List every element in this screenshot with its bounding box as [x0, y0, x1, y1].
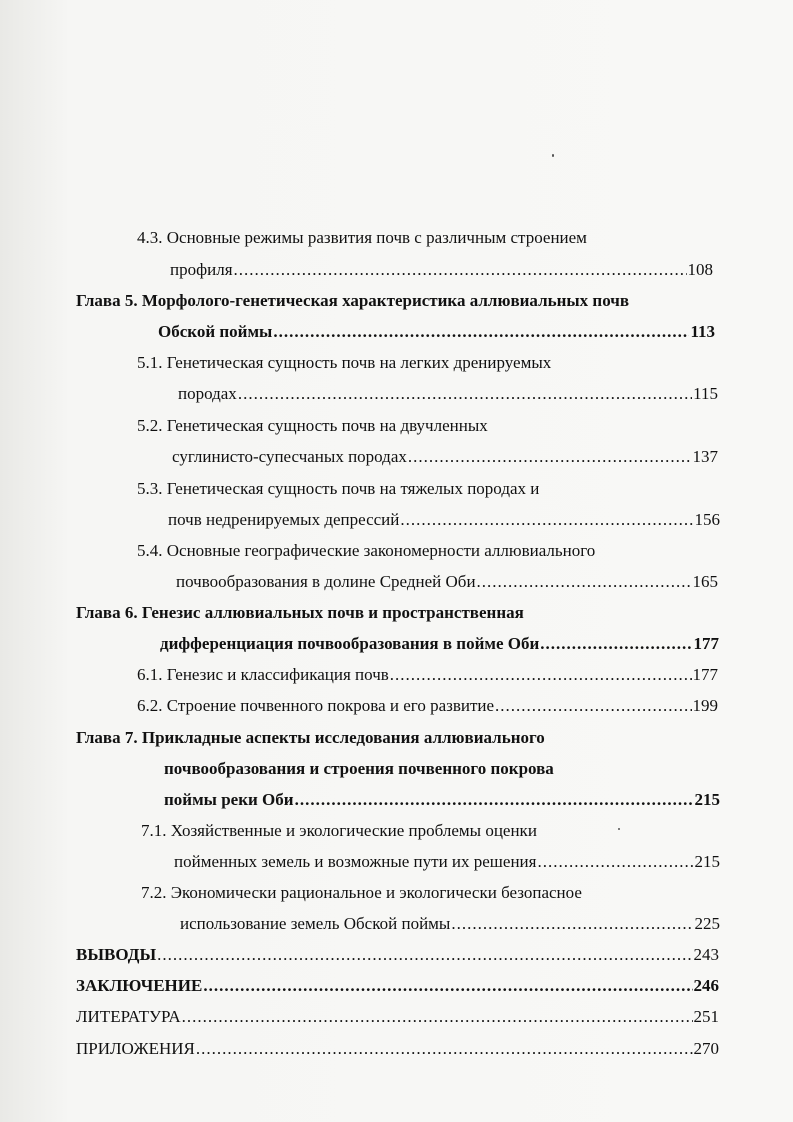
- dot-leader: [295, 790, 694, 810]
- toc-chapter-7-title-line2: почвообразования и строения почвенного покрова: [164, 759, 554, 778]
- dot-leader: [238, 384, 692, 404]
- dot-leader: [495, 696, 691, 716]
- toc-entry-text: ЗАКЛЮЧЕНИЕ: [76, 976, 203, 995]
- page-number: 251: [693, 1007, 719, 1026]
- toc-entry-5-1-leader: [178, 384, 718, 404]
- dot-leader: [203, 976, 692, 996]
- toc-entry-5-3-leader: [168, 510, 720, 530]
- toc-entry-7-1-title: 7.1. Хозяйственные и экологические проблемы оценки: [141, 821, 537, 840]
- page-number: 225: [694, 914, 720, 933]
- toc-entry-text: почвообразования в долине Средней Оби: [176, 572, 476, 591]
- page-number: 270: [693, 1039, 719, 1058]
- toc-entry-6-2-leader: [137, 696, 718, 716]
- dot-leader: [196, 1039, 693, 1059]
- toc-entry-7-2-leader: [180, 914, 720, 934]
- dot-leader: [540, 634, 692, 654]
- toc-entry-5-3-title: 5.3. Генетическая сущность почв на тяжелых породах и: [137, 479, 540, 498]
- page-number: 108: [687, 260, 713, 279]
- scan-speck: [552, 154, 554, 157]
- toc-entry-text: породах: [178, 384, 237, 403]
- dot-leader: [273, 322, 689, 342]
- page-number: 246: [693, 976, 719, 995]
- toc-entry-6-1-leader: [137, 665, 718, 685]
- toc-entry-5-2-leader: [172, 447, 718, 467]
- toc-entry-text: суглинисто-супесчаных породах: [172, 447, 407, 466]
- dot-leader: [400, 510, 693, 530]
- toc-entry-text: 6.1. Генезис и классификация почв: [137, 665, 389, 684]
- toc-entry-5-2-title: 5.2. Генетическая сущность почв на двучленных: [137, 416, 488, 435]
- toc-entry-text: почв недренируемых депрессий: [168, 510, 400, 529]
- page-number: 165: [692, 572, 718, 591]
- toc-entry-5-1-title: 5.1. Генетическая сущность почв на легких дренируемых: [137, 353, 552, 372]
- toc-entry-text: ЛИТЕРАТУРА: [76, 1007, 181, 1026]
- toc-entry-text: Обской поймы: [158, 322, 273, 341]
- toc-entry-4-3-title: 4.3. Основные режимы развития почв с различным строением: [137, 228, 587, 247]
- page-number: 177: [692, 665, 718, 684]
- dot-leader: [451, 914, 693, 934]
- dot-leader: [182, 1007, 693, 1027]
- toc-entry-4-3-leader: [170, 260, 713, 280]
- dot-leader: [537, 852, 693, 872]
- page-number: 113: [690, 322, 715, 341]
- toc-entry-text: профиля: [170, 260, 233, 279]
- dot-leader: [234, 260, 687, 280]
- toc-chapter-6-leader: [160, 634, 719, 654]
- toc-entry-text: пойменных земель и возможные пути их решения: [174, 852, 537, 871]
- toc-literature-leader: [76, 1007, 719, 1027]
- page-number: 177: [693, 634, 719, 653]
- page-number: 115: [693, 384, 718, 403]
- toc-appendix-leader: [76, 1039, 719, 1059]
- toc-entry-7-2-title: 7.2. Экономически рациональное и экологически безопасное: [141, 883, 582, 902]
- page-number: 215: [694, 852, 720, 871]
- toc-entry-text: 6.2. Строение почвенного покрова и его развитие: [137, 696, 495, 715]
- toc-chapter-7-title: Глава 7. Прикладные аспекты исследования аллювиального: [76, 728, 545, 747]
- toc-entry-text: поймы реки Оби: [164, 790, 294, 809]
- page-number: 156: [694, 510, 720, 529]
- toc-entry-5-4-title: 5.4. Основные географические закономерности аллювиального: [137, 541, 596, 560]
- toc-entry-5-4-leader: [176, 572, 718, 592]
- toc-conclusions-leader: [76, 945, 719, 965]
- scan-speck: [618, 828, 620, 830]
- page-number: 215: [694, 790, 720, 809]
- toc-chapter-5-title: Глава 5. Морфолого-генетическая характеристика аллювиальных почв: [76, 291, 630, 310]
- dot-leader: [477, 572, 692, 592]
- page-number: 243: [693, 945, 719, 964]
- dot-leader: [157, 945, 692, 965]
- page-number: 199: [692, 696, 718, 715]
- toc-entry-7-1-leader: [174, 852, 720, 872]
- dot-leader: [408, 447, 692, 467]
- page-number: 137: [692, 447, 718, 466]
- toc-chapter-7-leader: [164, 790, 720, 810]
- toc-entry-text: использование земель Обской поймы: [180, 914, 451, 933]
- toc-entry-text: ВЫВОДЫ: [76, 945, 157, 964]
- toc-entry-text: ПРИЛОЖЕНИЯ: [76, 1039, 195, 1058]
- toc-summary-leader: [76, 976, 719, 996]
- dot-leader: [390, 665, 692, 685]
- toc-chapter-5-leader: [158, 322, 715, 342]
- toc-entry-text: дифференциация почвообразования в пойме Оби: [160, 634, 540, 653]
- toc-chapter-6-title: Глава 6. Генезис аллювиальных почв и пространственная: [76, 603, 524, 622]
